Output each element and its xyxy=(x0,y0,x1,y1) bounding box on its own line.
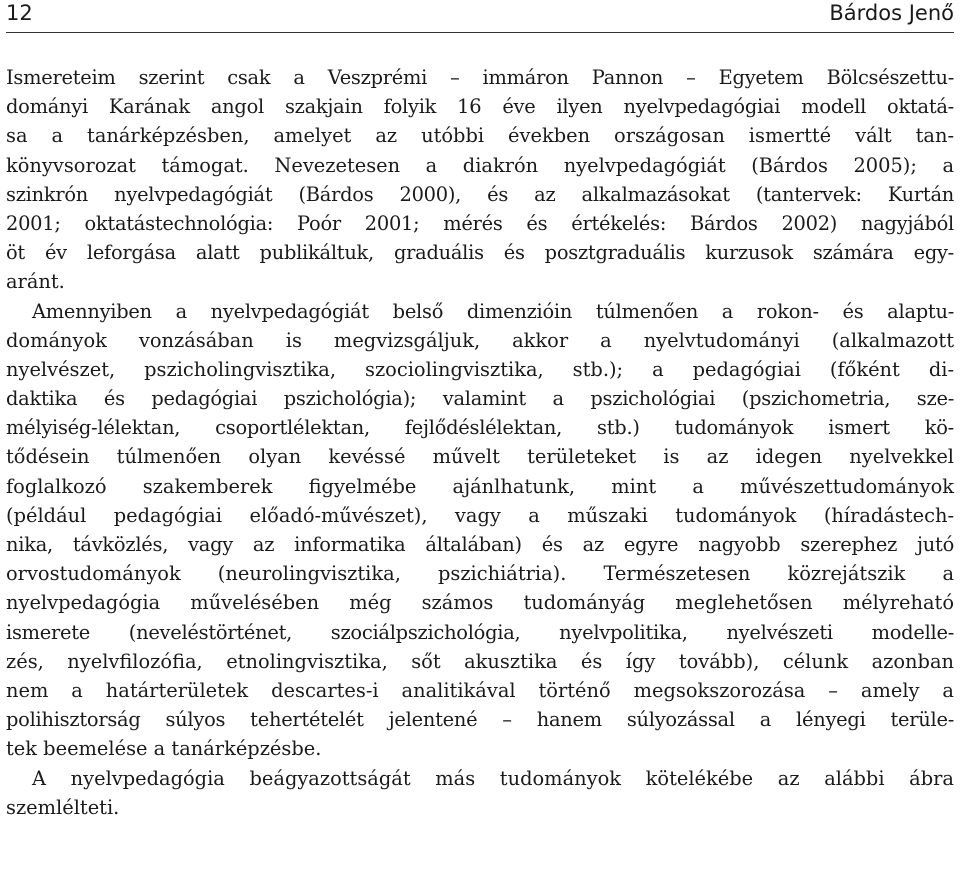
body-text xyxy=(6,63,954,822)
text-line: 2001; oktatástechnológia: Poór 2001; mérés és értékelés: Bárdos 2002) nagyjából xyxy=(6,211,954,235)
text-line: nika, távközlés, vagy az informatika általában) és az egyre nagyobb szerephez jutó xyxy=(6,533,954,556)
text-line: aránt. xyxy=(6,270,65,294)
text-line: tek beemelése a tanárképzésbe. xyxy=(6,737,322,761)
text-line: dományok vonzásában is megvizsgáljuk, akkor a nyelvtudományi (alkalmazott xyxy=(6,328,954,352)
text-line: nem a határterületek descartes-i analitikával történő megsokszorozása – amely a xyxy=(6,678,954,702)
text-line: polihisztorság súlyos tehertételét jelentené – hanem súlyozással a lényegi terüle- xyxy=(6,708,954,732)
text-line: szemlélteti. xyxy=(6,795,120,819)
text-line: A nyelvpedagógia beágyazottságát más tudományok kötelékébe az alábbi ábra xyxy=(32,766,954,790)
text-line: öt év leforgása alatt publikáltuk, graduális és posztgraduális kurzusok számára egy- xyxy=(6,241,954,265)
text-line: ismerete (neveléstörténet, szociálpszichológia, nyelvpolitika, nyelvészeti modelle- xyxy=(6,620,954,644)
text-line: nyelvészet, pszicholingvisztika, szociolingvisztika, stb.); a pedagógiai (főként di- xyxy=(6,357,954,381)
text-line: Amennyiben a nyelvpedagógiát belső dimenzióin túlmenően a rokon- és alaptu- xyxy=(32,299,954,323)
text-line: (például pedagógiai előadó-művészet), vagy a műszaki tudományok (híradástech- xyxy=(6,503,954,527)
text-line: daktika és pedagógiai pszichológia); valamint a pszichológiai (pszichometria, sze- xyxy=(6,387,954,411)
text-line: Ismereteim szerint csak a Veszprémi – immáron Pannon – Egyetem Bölcsészettu- xyxy=(6,66,954,89)
text-line: zés, nyelvfilozófia, etnolingvisztika, sőt akusztika és így tovább), célunk azonban xyxy=(6,649,954,673)
running-head-author: Bárdos Jenő xyxy=(829,1,954,25)
text-line: könyvsorozat támogat. Nevezetesen a diakrón nyelvpedagógiát (Bárdos 2005); a xyxy=(6,153,954,177)
page-number: 12 xyxy=(6,1,33,25)
text-line: sa a tanárképzésben, amelyet az utóbbi években országosan ismertté vált tan- xyxy=(6,124,954,148)
text-line: szinkrón nyelvpedagógiát (Bárdos 2000), és az alkalmazásokat (tantervek: Kurtán xyxy=(6,182,954,206)
text-line: nyelvpedagógia művelésében még számos tudományág meglehetősen mélyreható xyxy=(6,591,954,615)
page-header xyxy=(6,0,954,33)
text-line: foglalkozó szakemberek figyelmébe ajánlhatunk, mint a művészettudományok xyxy=(6,474,954,498)
text-line: tődésein túlmenően olyan kevéssé művelt területeket is az idegen nyelvekkel xyxy=(6,445,954,469)
text-line: mélyiség-lélektan, csoportlélektan, fejlődéslélektan, stb.) tudományok ismert kö- xyxy=(6,416,954,440)
text-line: dományi Karának angol szakjain folyik 16 éve ilyen nyelvpedagógiai modell oktatá- xyxy=(6,95,954,119)
text-line: orvostudományok (neurolingvisztika, pszichiátria). Természetesen közrejátszik a xyxy=(6,562,954,586)
